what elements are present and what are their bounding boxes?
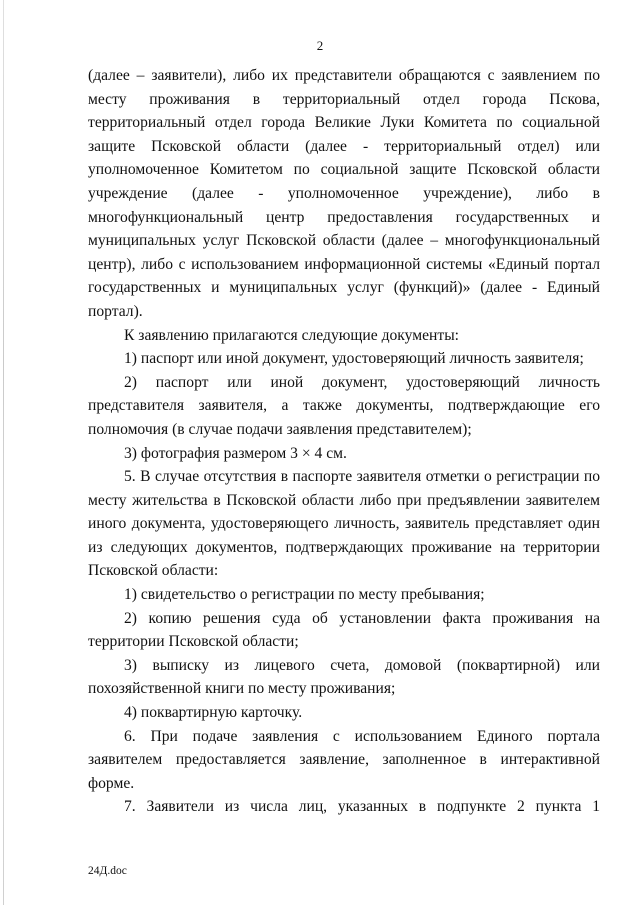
- list-item-court-decision: 2) копию решения суда об установлении факта проживания на территории Псковской области;: [88, 609, 600, 651]
- paragraph-item-7: 7. Заявители из числа лиц, указанных в подпункте 2 пункта 1: [124, 798, 600, 816]
- page-number: 2: [316, 38, 324, 53]
- paragraph-item-5: 5. В случае отсутствия в паспорте заявителя отметки о регистрации по месту жительства в Псковской области либо при предъявлении заявителем иного документа, удостоверяющего личность, заявитель представляет один из следующих документов, подтверждающих проживание на территории Псковской области:: [88, 468, 600, 580]
- paragraph-applicants-address: (далее – заявители), либо их представители обращаются с заявлением по месту проживания в территориальный отдел города Пскова, территориальный отдел города Великие Луки Комитета по социальной защите Псковской области (далее - территориальный отдел) или уполномоченное Комитетом по социальной защите Псковской области учреждение (далее - уполномоченное учреждение), либо в многофункциональный центр предоставления государственных и муниципальных услуг Псковской области (далее – многофункциональный центр), либо с использованием информационной системы «Единый портал государственных и муниципальных услуг (функций)» (далее - Единый портал).: [88, 67, 600, 320]
- list-item-account-extract: 3) выписку из лицевого счета, домовой (поквартирной) или похозяйственной книги по месту проживания;: [88, 656, 600, 698]
- scan-edge: [3, 0, 4, 905]
- document-body: [88, 64, 600, 819]
- paragraph-item-6: 6. При подаче заявления с использованием Единого портала заявителем предоставляется заявление, заполненное в интерактивной форме.: [88, 727, 600, 792]
- list-item-photo: 3) фотография размером 3 × 4 см.: [124, 444, 347, 462]
- footer-filename: 24Д.doc: [88, 865, 127, 877]
- list-item-representative-passport: 2) паспорт или иной документ, удостоверяющий личность представителя заявителя, а также документы, подтверждающие его полномочия (в случае подачи заявления представителем);: [88, 373, 600, 438]
- list-item-apartment-card: 4) поквартирную карточку.: [124, 704, 303, 722]
- list-item-passport: 1) паспорт или иной документ, удостоверяющий личность заявителя;: [124, 350, 584, 368]
- paragraph-attached-documents-intro: К заявлению прилагаются следующие документы:: [124, 326, 460, 344]
- list-item-registration-certificate: 1) свидетельство о регистрации по месту пребывания;: [124, 586, 485, 604]
